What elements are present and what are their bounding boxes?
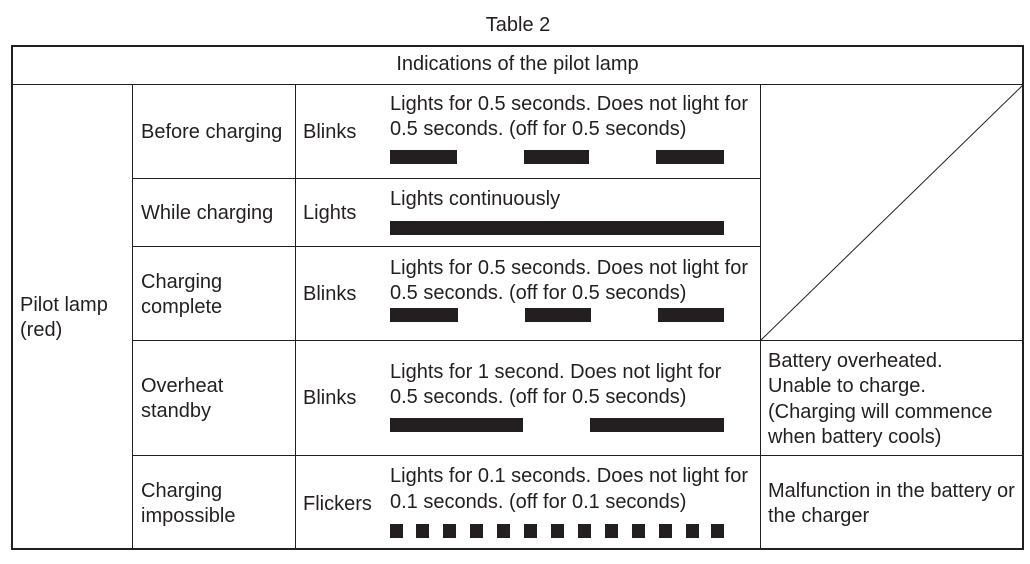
mode-label: Blinks (303, 283, 357, 305)
lamp-on-segment (443, 524, 456, 538)
pattern-text: Lights continuously (390, 188, 561, 210)
pattern-text: Lights for 1 second. Does not light for (390, 361, 722, 383)
table-header: Indications of the pilot lamp (396, 53, 639, 75)
remark-text: (Charging will commence (768, 401, 993, 423)
lamp-on-segment (416, 524, 429, 538)
lamp-on-segment (390, 418, 523, 432)
lamp-on-segment (525, 308, 591, 322)
pattern-text: 0.5 seconds. (off for 0.5 seconds) (390, 118, 687, 140)
lamp-on-segment (551, 524, 564, 538)
pattern-text: 0.1 seconds. (off for 0.1 seconds) (390, 491, 687, 513)
state-label: While charging (141, 202, 274, 224)
remark-text: the charger (768, 505, 870, 527)
remark-text: Malfunction in the battery or (768, 480, 1015, 502)
mode-label: Blinks (303, 121, 357, 143)
pattern-text: Lights for 0.5 seconds. Does not light for (390, 93, 748, 115)
lamp-on-segment (590, 418, 724, 432)
lamp-on-segment (658, 308, 724, 322)
state-label: Overheat (141, 375, 224, 397)
lamp-on-segment (497, 524, 510, 538)
lamp-on-segment (659, 524, 672, 538)
lamp-label-line-2: (red) (20, 319, 63, 341)
mode-label: Lights (303, 202, 357, 224)
pattern-text: 0.5 seconds. (off for 0.5 seconds) (390, 386, 687, 408)
lamp-on-segment (390, 524, 403, 538)
lamp-label-line-1: Pilot lamp (20, 294, 108, 316)
pattern-text: Lights for 0.5 seconds. Does not light for (390, 257, 748, 279)
state-label: impossible (141, 505, 236, 527)
lamp-on-segment (390, 308, 458, 322)
lamp-on-segment (390, 150, 457, 164)
lamp-on-segment (524, 524, 537, 538)
lamp-on-segment (578, 524, 591, 538)
lamp-on-segment (470, 524, 483, 538)
mode-label: Flickers (303, 493, 372, 515)
table-caption: Table 2 (485, 14, 551, 36)
state-label: standby (141, 400, 212, 422)
mode-label: Blinks (303, 387, 357, 409)
remark-text: Battery overheated. (768, 350, 943, 372)
pattern-text: Lights for 0.1 seconds. Does not light for (390, 465, 748, 487)
state-label: complete (141, 296, 223, 318)
state-label: Charging (141, 271, 223, 293)
lamp-on-segment (605, 524, 618, 538)
remark-text: when battery cools) (768, 426, 942, 448)
lamp-on-segment (711, 524, 724, 538)
state-label: Charging (141, 480, 223, 502)
lamp-on-segment (686, 524, 699, 538)
state-label: Before charging (141, 121, 283, 143)
lamp-on-segment (524, 150, 589, 164)
lamp-on-segment (656, 150, 724, 164)
lamp-on-segment (632, 524, 645, 538)
remark-text: Unable to charge. (768, 375, 926, 397)
lamp-on-segment (390, 221, 724, 235)
pattern-text: 0.5 seconds. (off for 0.5 seconds) (390, 282, 687, 304)
